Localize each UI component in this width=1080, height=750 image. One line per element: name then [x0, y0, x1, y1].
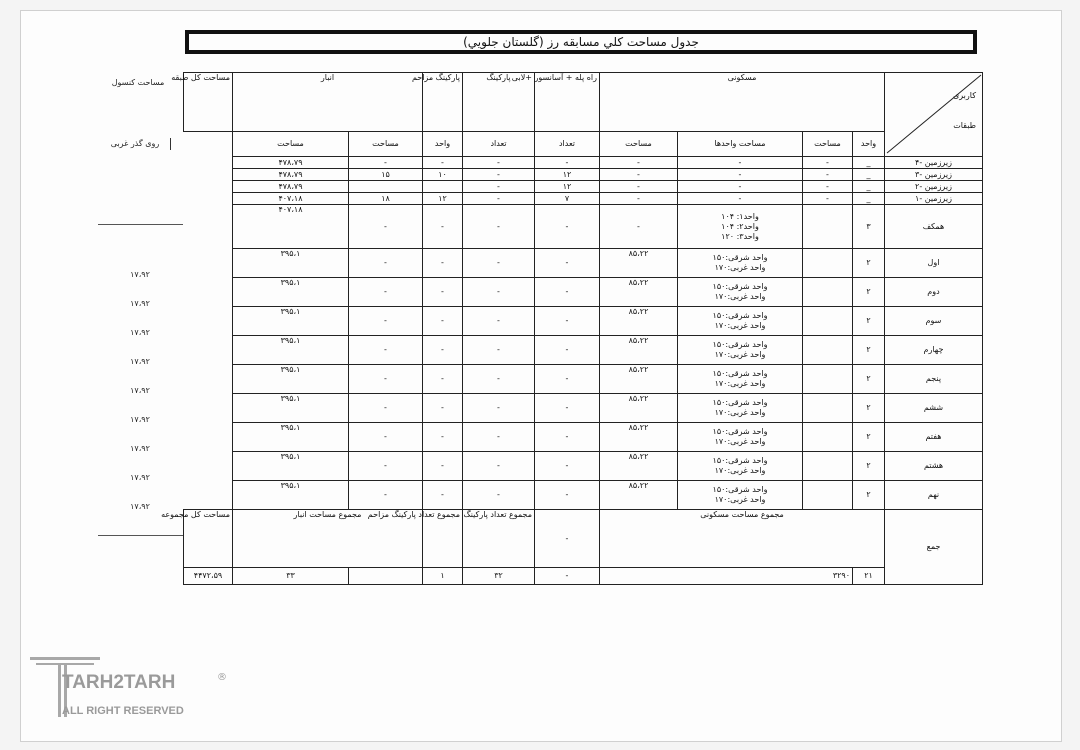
floor-name: نهم: [885, 481, 983, 510]
total-area: ۳۹۵،۱: [232, 394, 348, 423]
corner-header-cell: [885, 73, 983, 157]
stairs-area: ۸۵،۲۲: [600, 452, 678, 481]
unit-line: واحد غربی:۱۷۰: [714, 495, 766, 504]
unit-count: _: [853, 193, 885, 205]
table-row: [184, 336, 983, 365]
unit-line: واحد شرقی:۱۵۰: [712, 311, 768, 320]
unit-count: ۲: [853, 452, 885, 481]
unit-count: ۲: [853, 336, 885, 365]
total-area: ۴۰۷،۱۸: [232, 205, 348, 249]
floor-name: هفتم: [885, 423, 983, 452]
area: [803, 365, 853, 394]
storage-unit: ۱۲: [423, 193, 463, 205]
sum-parking-label: مجموع تعداد پارکینگ: [463, 510, 535, 568]
console-value: ۱۷،۹۲: [130, 386, 150, 395]
unit-count: ۲: [853, 249, 885, 278]
side-divider: [98, 535, 183, 536]
units-area: -: [678, 181, 803, 193]
storage-unit: -: [423, 423, 463, 452]
unit-line: واحد شرقی:۱۵۰: [712, 398, 768, 407]
units-area: [678, 452, 803, 481]
sub-stairs-area: مساحت: [600, 132, 678, 157]
parking-count: ۱۲: [535, 169, 600, 181]
total-parking: ۳۲: [463, 568, 535, 585]
area: [803, 307, 853, 336]
table-row: [184, 423, 983, 452]
storage-unit: -: [423, 336, 463, 365]
sum-residential-label: مجموع مساحت مسکونی: [600, 510, 885, 568]
unit-count: ۲: [853, 423, 885, 452]
stairs-area: -: [600, 169, 678, 181]
unit-line: واحد شرقی:۱۵۰: [712, 253, 768, 262]
floor-name: هشتم: [885, 452, 983, 481]
sub-area: مساحت: [803, 132, 853, 157]
units-area: [678, 278, 803, 307]
console-value: ۱۷،۹۲: [130, 328, 150, 337]
table-row: [184, 205, 983, 249]
unit-count: _: [853, 157, 885, 169]
sum-storage-label: مجموع مساحت انبار: [232, 510, 422, 568]
storage-area: -: [349, 205, 423, 249]
unit-line: واحد شرقی:۱۵۰: [712, 282, 768, 291]
unit-line: واحد غربی:۱۷۰: [714, 292, 766, 301]
table-row: [184, 278, 983, 307]
console-value: ۱۷،۹۲: [130, 415, 150, 424]
parking-count: -: [535, 249, 600, 278]
storage-area: -: [349, 278, 423, 307]
sub-storage-unit: واحد: [423, 132, 463, 157]
storage-area: -: [349, 423, 423, 452]
stairs-area: ۸۵،۲۲: [600, 481, 678, 510]
console-value: ۱۷،۹۲: [130, 299, 150, 308]
stairs-area: -: [600, 157, 678, 169]
mozahem-count: -: [463, 181, 535, 193]
watermark-brand: TARH2TARH: [62, 672, 176, 693]
area: -: [803, 181, 853, 193]
units-area: -: [678, 157, 803, 169]
parking-count: ۷: [535, 193, 600, 205]
floor-name: زیرزمین -۳: [885, 169, 983, 181]
parking-count: -: [535, 307, 600, 336]
storage-area: ۱۸: [349, 193, 423, 205]
total-area: ۳۹۵،۱: [232, 452, 348, 481]
mozahem-count: -: [463, 249, 535, 278]
total-area: ۴۷۸،۷۹: [232, 157, 348, 169]
corner-bottom-label: طبقات: [953, 121, 976, 130]
storage-area: -: [349, 452, 423, 481]
units-area: [678, 423, 803, 452]
storage-header: انبار: [232, 73, 422, 132]
total-area: ۳۹۵،۱: [232, 249, 348, 278]
parking-count: -: [535, 423, 600, 452]
unit-line: واحد شرقی:۱۵۰: [712, 427, 768, 436]
stairs-area: ۸۵،۲۲: [600, 307, 678, 336]
total-area: ۴۷۸،۷۹: [232, 181, 348, 193]
storage-area: -: [349, 157, 423, 169]
mozahem-count: -: [463, 193, 535, 205]
stairs-area: -: [600, 193, 678, 205]
sum-mozahem-label: مجموع تعداد پارکینگ مزاحم: [423, 510, 463, 568]
side-divider: [98, 224, 183, 225]
parking-count: ۱۲: [535, 181, 600, 193]
table-row: [184, 452, 983, 481]
storage-area: [349, 181, 423, 193]
storage-area: -: [349, 481, 423, 510]
units-area: -: [678, 169, 803, 181]
total-stairs: -: [535, 568, 600, 585]
table-row: [184, 307, 983, 336]
unit-line: واحد۲: ۱۰۴: [721, 221, 759, 231]
parking-count: -: [535, 481, 600, 510]
units-area: [678, 336, 803, 365]
storage-unit: -: [423, 481, 463, 510]
total-area: ۴۰۷،۱۸: [232, 193, 348, 205]
sum-total-label: مساحت کل مجموعه: [184, 510, 233, 568]
parking-count: -: [535, 278, 600, 307]
sum-label: جمع: [885, 510, 983, 585]
mozahem-count: -: [463, 481, 535, 510]
table-row: [184, 193, 983, 205]
storage-area: -: [349, 365, 423, 394]
storage-unit: -: [423, 278, 463, 307]
total-area: ۳۹۵،۱: [232, 336, 348, 365]
stairs-area: ۸۵،۲۲: [600, 394, 678, 423]
area: [803, 481, 853, 510]
units-area: [678, 249, 803, 278]
unit-count: ۳: [853, 205, 885, 249]
total-area: ۳۹۵،۱: [232, 481, 348, 510]
total-floor-area-header: مساحت کل طبقه: [184, 73, 233, 132]
stairs-area: ۸۵،۲۲: [600, 249, 678, 278]
storage-unit: -: [423, 307, 463, 336]
table-row: [184, 481, 983, 510]
console-value: ۱۷،۹۲: [130, 270, 150, 279]
parking-count: -: [535, 365, 600, 394]
floor-name: زیرزمین -۲: [885, 181, 983, 193]
storage-area: -: [349, 307, 423, 336]
watermark-subtitle: ALL RIGHT RESERVED: [62, 705, 184, 717]
unit-line: واحد۳: ۱۲۰: [721, 231, 759, 241]
sub-mozahem-count: تعداد: [463, 132, 535, 157]
console-value: ۱۷،۹۲: [130, 502, 150, 511]
unit-line: واحد غربی:۱۷۰: [714, 321, 766, 330]
area-table: [161, 72, 983, 585]
unit-count: ۲: [853, 278, 885, 307]
parking-count: -: [535, 205, 600, 249]
unit-line: واحد شرقی:۱۵۰: [712, 340, 768, 349]
unit-count: _: [853, 181, 885, 193]
sub-storage-area: مساحت: [349, 132, 423, 157]
storage-unit: -: [423, 452, 463, 481]
area: [803, 336, 853, 365]
parking-count: -: [535, 452, 600, 481]
storage-unit: -: [423, 394, 463, 423]
mozahem-count: -: [463, 278, 535, 307]
mozahem-count: -: [463, 205, 535, 249]
units-area: [678, 394, 803, 423]
console-value: ۱۷،۹۲: [130, 357, 150, 366]
registered-icon: ®: [217, 672, 227, 683]
floor-name: چهارم: [885, 336, 983, 365]
total-area-all: ۴۴۷۲،۵۹: [184, 568, 233, 585]
floor-name: سوم: [885, 307, 983, 336]
unit-count: ۲: [853, 307, 885, 336]
area: [803, 452, 853, 481]
console-area-header: مساحت کنسول: [111, 78, 165, 87]
unit-line: واحد غربی:۱۷۰: [714, 379, 766, 388]
unit-line: واحد غربی:۱۷۰: [714, 408, 766, 417]
sub-total-area: مساحت: [232, 132, 348, 157]
storage-unit: ۱۰: [423, 169, 463, 181]
total-storage: ۳۳: [232, 568, 348, 585]
total-res-area: ۳۲۹۰: [600, 568, 853, 585]
storage-area: -: [349, 394, 423, 423]
mozahem-count: -: [463, 169, 535, 181]
floor-name: پنجم: [885, 365, 983, 394]
diagonal-line: [885, 73, 983, 155]
mozahem-count: -: [463, 423, 535, 452]
console-value: ۱۷،۹۲: [130, 444, 150, 453]
storage-area: -: [349, 249, 423, 278]
area: [803, 205, 853, 249]
sub-parking-count: تعداد: [535, 132, 600, 157]
stairs-header: راه پله + آسانسور +لابی: [535, 73, 600, 132]
floor-name: اول: [885, 249, 983, 278]
floor-name: دوم: [885, 278, 983, 307]
table-row: [184, 365, 983, 394]
mozahem-count: -: [463, 365, 535, 394]
totals-row: [184, 568, 983, 585]
floor-name: زیرزمین -۴: [885, 157, 983, 169]
table-row: [184, 249, 983, 278]
parking-header: پارکینگ: [463, 73, 535, 132]
residential-header: مسکونی: [600, 73, 885, 132]
unit-line: واحد غربی:۱۷۰: [714, 263, 766, 272]
total-area: ۳۹۵،۱: [232, 278, 348, 307]
units-area: [678, 205, 803, 249]
storage-area: ۱۵: [349, 169, 423, 181]
storage-unit: -: [423, 205, 463, 249]
table-header-row: [184, 73, 983, 132]
table-row: [184, 394, 983, 423]
area: -: [803, 157, 853, 169]
table-row: [184, 157, 983, 169]
total-storage-unit: [349, 568, 423, 585]
mozahem-count: -: [463, 336, 535, 365]
storage-unit: [423, 181, 463, 193]
summary-row: [184, 510, 983, 568]
console-value: ۱۷،۹۲: [130, 473, 150, 482]
table-row: [184, 169, 983, 181]
area: -: [803, 169, 853, 181]
table-title: جدول مساحت كلي مسابقه رز (گلستان جلويي): [185, 30, 977, 54]
sub-units-area: مساحت واحدها: [678, 132, 803, 157]
corner-top-label: کاربری: [952, 91, 976, 100]
storage-area: -: [349, 336, 423, 365]
parking-count: -: [535, 336, 600, 365]
area: [803, 394, 853, 423]
console-area-subheader: روی گذر غربی: [100, 138, 171, 150]
storage-unit: -: [423, 249, 463, 278]
table-row: [184, 181, 983, 193]
unit-line: واحد شرقی:۱۵۰: [712, 485, 768, 494]
sum-stairs-label: -: [535, 510, 600, 568]
mozahem-count: -: [463, 394, 535, 423]
total-area: ۳۹۵،۱: [232, 423, 348, 452]
total-area: ۴۷۸،۷۹: [232, 169, 348, 181]
units-area: [678, 365, 803, 394]
total-area: ۳۹۵،۱: [232, 307, 348, 336]
floor-name: زیرزمین -۱: [885, 193, 983, 205]
unit-line: واحد غربی:۱۷۰: [714, 350, 766, 359]
area: [803, 278, 853, 307]
total-area: ۳۹۵،۱: [232, 365, 348, 394]
stairs-area: ۸۵،۲۲: [600, 278, 678, 307]
stairs-area: -: [600, 181, 678, 193]
unit-count: ۲: [853, 365, 885, 394]
floor-name: همکف: [885, 205, 983, 249]
unit-line: واحد۱: ۱۰۴: [721, 211, 759, 221]
parking-count: -: [535, 394, 600, 423]
area: -: [803, 193, 853, 205]
total-mozahem: ۱: [423, 568, 463, 585]
floor-name: ششم: [885, 394, 983, 423]
stairs-area: ۸۵،۲۲: [600, 365, 678, 394]
mozahem-count: -: [463, 307, 535, 336]
area: [803, 423, 853, 452]
unit-line: واحد شرقی:۱۵۰: [712, 369, 768, 378]
mozahem-count: -: [463, 452, 535, 481]
units-area: -: [678, 193, 803, 205]
unit-line: واحد غربی:۱۷۰: [714, 466, 766, 475]
mozahem-count: -: [463, 157, 535, 169]
units-area: [678, 307, 803, 336]
storage-unit: -: [423, 157, 463, 169]
total-units: ۲۱: [853, 568, 885, 585]
unit-line: واحد غربی:۱۷۰: [714, 437, 766, 446]
stairs-area: ۸۵،۲۲: [600, 336, 678, 365]
stairs-area: -: [600, 205, 678, 249]
units-area: [678, 481, 803, 510]
parking-mozahem-header: پارکینگ مزاحم: [423, 73, 463, 132]
unit-line: واحد شرقی:۱۵۰: [712, 456, 768, 465]
parking-count: -: [535, 157, 600, 169]
area: [803, 249, 853, 278]
unit-count: ۲: [853, 481, 885, 510]
table-subheader-row: [184, 132, 983, 157]
unit-count: ۲: [853, 394, 885, 423]
sub-unit: واحد: [853, 132, 885, 157]
unit-count: _: [853, 169, 885, 181]
storage-unit: -: [423, 365, 463, 394]
stairs-area: ۸۵،۲۲: [600, 423, 678, 452]
